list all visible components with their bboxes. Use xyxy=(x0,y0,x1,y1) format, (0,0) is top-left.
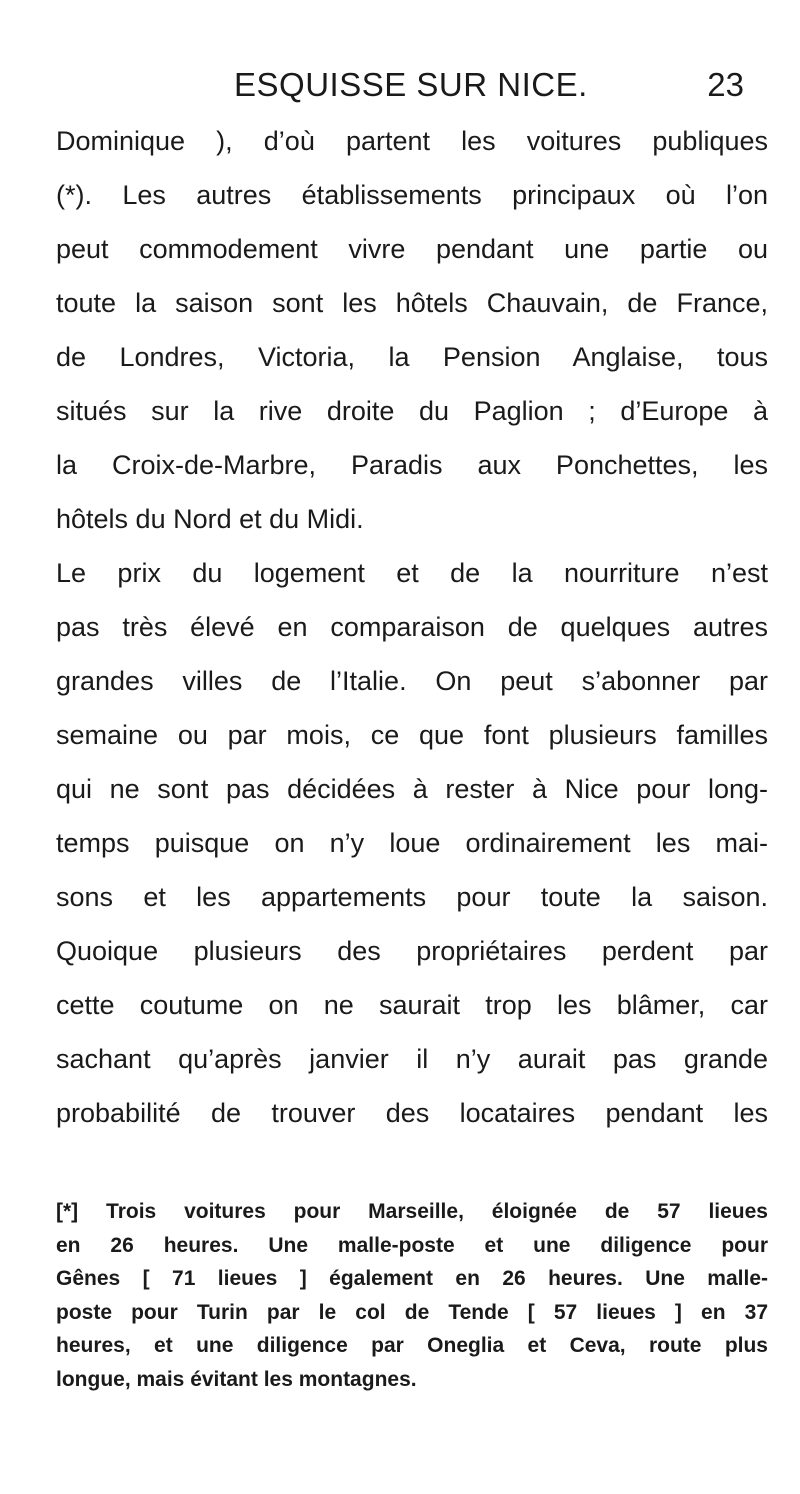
footnote-line: longue, mais évitant les montagnes. xyxy=(56,1367,417,1391)
text-line: situés sur la rive droite du Paglion ; d’Europe à xyxy=(56,396,768,426)
footnote-line: en 26 heures. Une malle-poste et une diligence pour xyxy=(56,1233,768,1257)
text-line: hôtels du Nord et du Midi. xyxy=(56,504,364,534)
text-line: semaine ou par mois, ce que font plusieurs familles xyxy=(56,720,768,750)
body-text xyxy=(56,114,768,1140)
footnote xyxy=(56,1195,768,1396)
text-line: toute la saison sont les hôtels Chauvain, de France, xyxy=(56,288,768,318)
running-header xyxy=(234,60,744,110)
text-line: temps puisque on n’y loue ordinairement les mai- xyxy=(56,828,768,858)
text-line: sons et les appartements pour toute la saison. xyxy=(56,882,768,912)
text-line: qui ne sont pas décidées à rester à Nice pour long- xyxy=(56,774,768,804)
footnote-line: poste pour Turin par le col de Tende [ 57 lieues ] en 37 xyxy=(56,1300,768,1324)
text-line: la Croix-de-Marbre, Paradis aux Ponchettes, les xyxy=(56,450,768,480)
text-line: probabilité de trouver des locataires pendant les xyxy=(56,1098,768,1128)
text-line: Dominique ), d’où partent les voitures publiques xyxy=(56,126,768,156)
text-line: de Londres, Victoria, la Pension Anglaise, tous xyxy=(56,342,768,372)
text-line: peut commodement vivre pendant une partie ou xyxy=(56,234,768,264)
footnote-line: heures, et une diligence par Oneglia et Ceva, route plus xyxy=(56,1334,768,1357)
footnote-line: Gênes [ 71 lieues ] également en 26 heures. Une malle- xyxy=(56,1267,768,1290)
text-line: pas très élevé en comparaison de quelques autres xyxy=(56,612,768,642)
running-title: ESQUISSE SUR NICE. xyxy=(234,66,588,103)
text-line: Quoique plusieurs des propriétaires perdent par xyxy=(56,936,768,966)
text-line: (*). Les autres établissements principaux où l’on xyxy=(56,180,768,210)
text-line: cette coutume on ne saurait trop les blâmer, car xyxy=(56,990,768,1020)
text-line: sachant qu’après janvier il n’y aurait pas grande xyxy=(56,1044,768,1074)
page-number: 23 xyxy=(707,66,744,103)
text-line: grandes villes de l’Italie. On peut s’abonner par xyxy=(56,666,768,696)
text-line: Le prix du logement et de la nourriture n’est xyxy=(56,558,768,588)
footnote-line: [*] Trois voitures pour Marseille, éloignée de 57 lieues xyxy=(56,1200,768,1223)
